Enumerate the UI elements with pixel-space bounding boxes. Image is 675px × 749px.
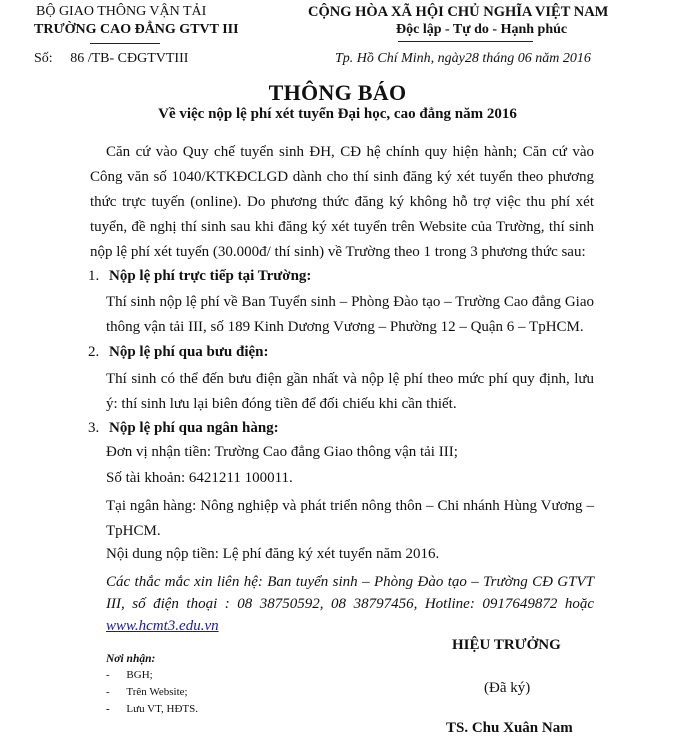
method-1-title: Nộp lệ phí trực tiếp tại Trường: <box>109 268 312 284</box>
method-3-heading <box>88 420 279 437</box>
number-value: 86 /TB- CĐGTVTIII <box>70 51 189 66</box>
contact-text: Các thắc mắc xin liên hệ: Ban tuyển sinh – Phòng Đào tạo – Trường CĐ GTVT III, số điện thoại : 08 38750592, 08 38797456, Hotline: 0917649872 hoặc <box>106 574 594 612</box>
method-2-heading <box>88 344 268 361</box>
bullet: - <box>106 686 110 698</box>
bullet: - <box>106 703 110 715</box>
method-3-title: Nộp lệ phí qua ngân hàng: <box>109 420 279 436</box>
recipients-label: Nơi nhận: <box>106 653 156 665</box>
place-date: Tp. Hồ Chí Minh, ngày28 tháng 06 năm 2016 <box>335 51 591 66</box>
motto: Độc lập - Tự do - Hạnh phúc <box>396 22 568 37</box>
contact-info <box>106 571 594 637</box>
number-label: Số: <box>34 51 53 66</box>
recipient-item <box>106 686 188 698</box>
school-name: TRƯỜNG CAO ĐẲNG GTVT III <box>34 22 239 37</box>
method-2-text: Thí sinh có thể đến bưu điện gần nhất và nộp lệ phí theo mức phí quy định, lưu ý: thí sinh lưu lại biên đóng tiền để đối chiếu khi cần thiết. <box>106 371 594 412</box>
recipient-text: Lưu VT, HĐTS. <box>126 703 198 715</box>
school-name-underline <box>90 43 160 44</box>
motto-underline <box>398 41 533 42</box>
recipient-text: BGH; <box>126 669 153 681</box>
document-title: THÔNG BÁO <box>268 80 407 105</box>
method-1-number: 1. <box>88 268 100 284</box>
recipient-item <box>106 703 198 715</box>
bank-recipient: Đơn vị nhận tiền: Trường Cao đẳng Giao thông vận tải III; <box>106 444 458 460</box>
document-subtitle: Về việc nộp lệ phí xét tuyển Đại học, cao đẳng năm 2016 <box>158 106 517 122</box>
signer-name: TS. Chu Xuân Nam <box>446 720 573 736</box>
recipient-item <box>106 669 153 681</box>
bullet: - <box>106 669 110 681</box>
method-1-text: Thí sinh nộp lệ phí về Ban Tuyển sinh – Phòng Đào tạo – Trường Cao đẳng Giao thông vận tải III, số 189 Kinh Dương Vương – Phường 12 – Quận 6 – TpHCM. <box>106 294 594 335</box>
recipient-text: Trên Website; <box>126 686 188 698</box>
method-2-title: Nộp lệ phí qua bưu điện: <box>109 344 269 360</box>
payment-content: Nội dung nộp tiền: Lệ phí đăng ký xét tuyển năm 2016. <box>106 546 440 562</box>
signer-role: HIỆU TRƯỞNG <box>452 637 561 653</box>
method-2-number: 2. <box>88 344 100 360</box>
intro-paragraph: Căn cứ vào Quy chế tuyển sinh ĐH, CĐ hệ chính quy hiện hành; Căn cứ vào Công văn số 1040/KTKĐCLGD dành cho thí sinh đăng ký xét tuyển theo phương thức trực tuyến (online). Do phương thức đăng ký không hỗ trợ việc thu phí xét tuyển, đề nghị thí sinh sau khi đăng ký xét tuyển trên Website của Trường, thí sinh nộp lệ phí xét tuyển (30.000đ/ thí sinh) về Trường theo 1 trong 3 phương thức sau: <box>90 144 594 260</box>
bank-account: Số tài khoản: 6421211 100011. <box>106 470 293 486</box>
website-link[interactable]: www.hcmt3.edu.vn <box>106 618 219 634</box>
method-3-number: 3. <box>88 420 100 436</box>
document-number <box>34 51 188 67</box>
ministry-name: BỘ GIAO THÔNG VẬN TẢI <box>36 4 207 19</box>
method-1-heading <box>88 268 311 285</box>
bank-branch: Tại ngân hàng: Nông nghiệp và phát triển nông thôn – Chi nhánh Hùng Vương – TpHCM. <box>106 498 594 539</box>
signed-note: (Đã ký) <box>484 680 531 696</box>
country-name: CỘNG HÒA XÃ HỘI CHỦ NGHĨA VIỆT NAM <box>308 4 609 20</box>
